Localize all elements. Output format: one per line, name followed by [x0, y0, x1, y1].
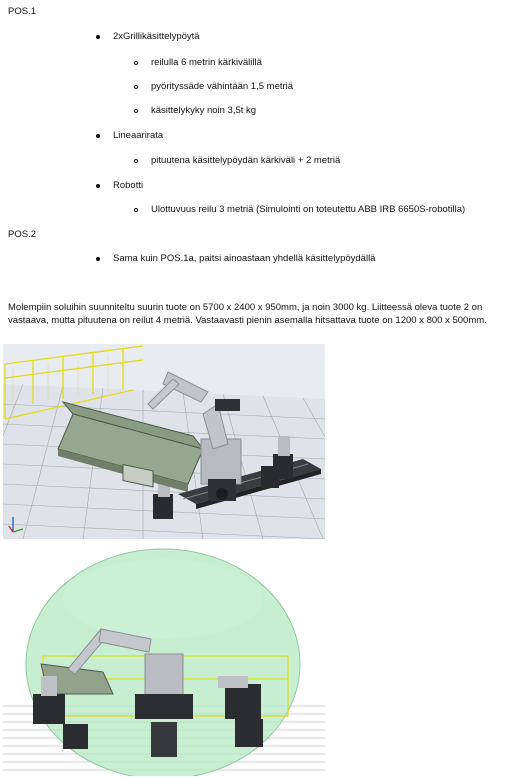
cell-3d-view-1: [3, 344, 325, 539]
pos2-item-1: Sama kuin POS.1a, paitsi ainoastaan yhdellä käsittelypöydällä: [113, 253, 376, 264]
simulation-image-pos1: [3, 344, 325, 539]
sub-bullet: [134, 159, 138, 163]
sub-bullet: [134, 61, 138, 65]
bullet: [96, 184, 100, 188]
pos1-item-3-sub-1: Ulottuvuus reilu 3 metriä (Simulointi on toteutettu ABB IRB 6650S-robotilla): [151, 204, 466, 215]
description-paragraph: Molempiin soluihin suunniteltu suurin tuote on 5700 x 2400 x 950mm, ja noin 3000 kg. Liitteessä oleva tuote 2 on vastaava, mutta pituutena on reilut 4 metriä. Vastaavasti pienin asemalla hitsattava tuote on 1200 x 800 x 500mm.: [8, 302, 487, 326]
pos1-item-1: 2xGrillikäsittelypöytä: [113, 31, 200, 42]
cell-3d-view-2: [3, 544, 325, 776]
pos1-item-1-sub-1: reilulla 6 metrin kärkivälillä: [151, 57, 262, 68]
bullet: [96, 257, 100, 261]
pos1-heading: POS.1: [8, 6, 36, 17]
bullet: [96, 35, 100, 39]
simulation-image-pos2: [3, 544, 325, 776]
sub-bullet: [134, 208, 138, 212]
pos1-item-2: Lineaarirata: [113, 130, 164, 141]
sub-bullet: [134, 109, 138, 113]
pos1-item-1-sub-2: pyörityssäde vähintään 1,5 metriä: [151, 81, 294, 92]
bullet: [96, 134, 100, 138]
sub-bullet: [134, 85, 138, 89]
pos1-item-2-sub-1: pituutena käsittelypöydän kärkiväli + 2 metriä: [151, 155, 341, 166]
pos2-heading: POS.2: [8, 229, 36, 240]
pos1-item-3: Robotti: [113, 180, 144, 191]
pos1-item-1-sub-3: käsittelykyky noin 3,5t kg: [151, 105, 257, 116]
